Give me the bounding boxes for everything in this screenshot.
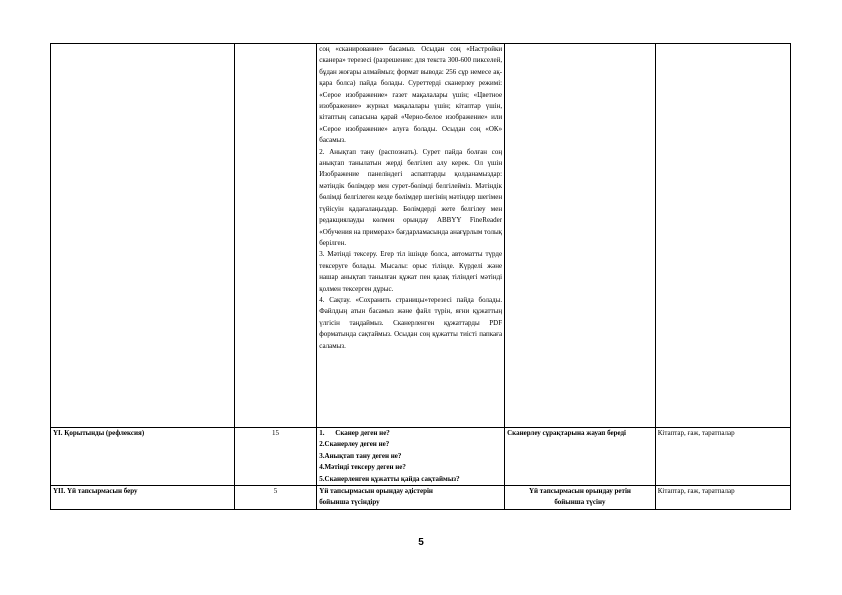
stage-cell	[51, 44, 235, 428]
teacher-line: Үй тапсырмасын орындау әдістерін	[319, 487, 433, 496]
teacher-activity-cell	[317, 44, 505, 428]
minutes-cell: 5	[234, 486, 317, 510]
minutes-cell	[234, 44, 317, 428]
paragraph: 2. Анықтап тану (распознать). Сурет пайда болған соң анықтап танылатын жерді белгілеп алу керек. Ол үшін Изображение панеліндегі аспаптарды қолданамыздар: мәтіндік бөлімдер мен сурет-бөлімді белгілейміз. Мәтіндік бөлімді белгілеген кезде бөлімдер шегінің мәтіндер шегімен түйісуін қадағалаңыздар. Бөлімдерді жете белгілеу мен редакциялауды көлмен орындау ABBYY FineReader «Обучения на примерах» бағдарламасында анағұрлым толық берілген.	[319, 147, 503, 247]
student-activity-cell	[505, 44, 656, 428]
resources-cell: Кітаптар, ғаж, таратпалар	[655, 428, 790, 486]
list-item: 3.Анықтап тану деген не?	[319, 451, 402, 460]
paragraph: 3. Мәтінді тексеру. Егер тіл ішінде болса, автоматты түрде тексеруге болады. Мысалы: орыс тілінде. Күрделі және нашар анықтап танылған құжат пен қазақ тіліндегі мәтінді қолмен тексерген дұрыс.	[319, 250, 503, 293]
student-line: бойынша түсіну	[554, 498, 606, 507]
list-item: 2.Сканерлеу деген не?	[319, 440, 390, 449]
table-row	[51, 428, 791, 486]
teacher-line: бойынша түсіндіру	[319, 498, 380, 507]
stage-cell: YI. Қорытынды (рефлексия)	[51, 428, 235, 486]
student-line: Үй тапсырмасын орындау ретін	[528, 487, 631, 496]
minutes-cell: 15	[234, 428, 317, 486]
list-item: 5.Сканерленген құжатты қайда сақтаймыз?	[319, 474, 460, 483]
resources-cell: Кітаптар, ғаж, таратпалар	[655, 486, 790, 510]
teacher-activity-cell	[317, 486, 505, 510]
paragraph: 4. Сақтау. «Сохранить страницы»терезесі пайда болады. Файлдың атын басамыз және файл түрін, яғни құжаттың үлгісін таңдаймыз. Сканерленген құжаттарды PDF форматында сақтаймыз. Осыдан соң құжатты тиісті папкаға саламыз.	[319, 295, 503, 350]
scanning-instructions	[319, 44, 502, 427]
student-activity-cell: Сканерлеу сұрақтарына жауап береді	[505, 428, 656, 486]
resources-cell	[655, 44, 790, 428]
question-list	[319, 428, 502, 485]
table-row	[51, 44, 791, 428]
student-activity-cell	[505, 486, 656, 510]
list-item: 4.Мәтінді тексеру деген не?	[319, 463, 406, 472]
lesson-plan-table	[50, 43, 791, 510]
stage-cell: YII. Үй тапсырмасын беру	[51, 486, 235, 510]
page-number: 5	[418, 537, 424, 548]
list-item: 1. Сканер деген не?	[319, 429, 390, 437]
paragraph: соң «сканирование» басамыз. Осыдан соң «Настройки сканера» терезесі (разрешение: для текста 300-600 пикселей, бұдан жоғары алмаймыз; формат вывода: 256 сұр немесе ақ-қара болса) пайда болады. Суреттерді сканерлеу режимі: «Серое изображение» газет мақалалары үшін; «Цветное изображение» журнал мақалалары үшін; кітаптар үшін, кітаптың сапасына қарай «Черно-белое изображение» или «Серое изображение» алуға болады. Осыдан соң «ОК» басамыз.	[319, 45, 503, 145]
table-row	[51, 486, 791, 510]
teacher-activity-cell	[317, 428, 505, 486]
